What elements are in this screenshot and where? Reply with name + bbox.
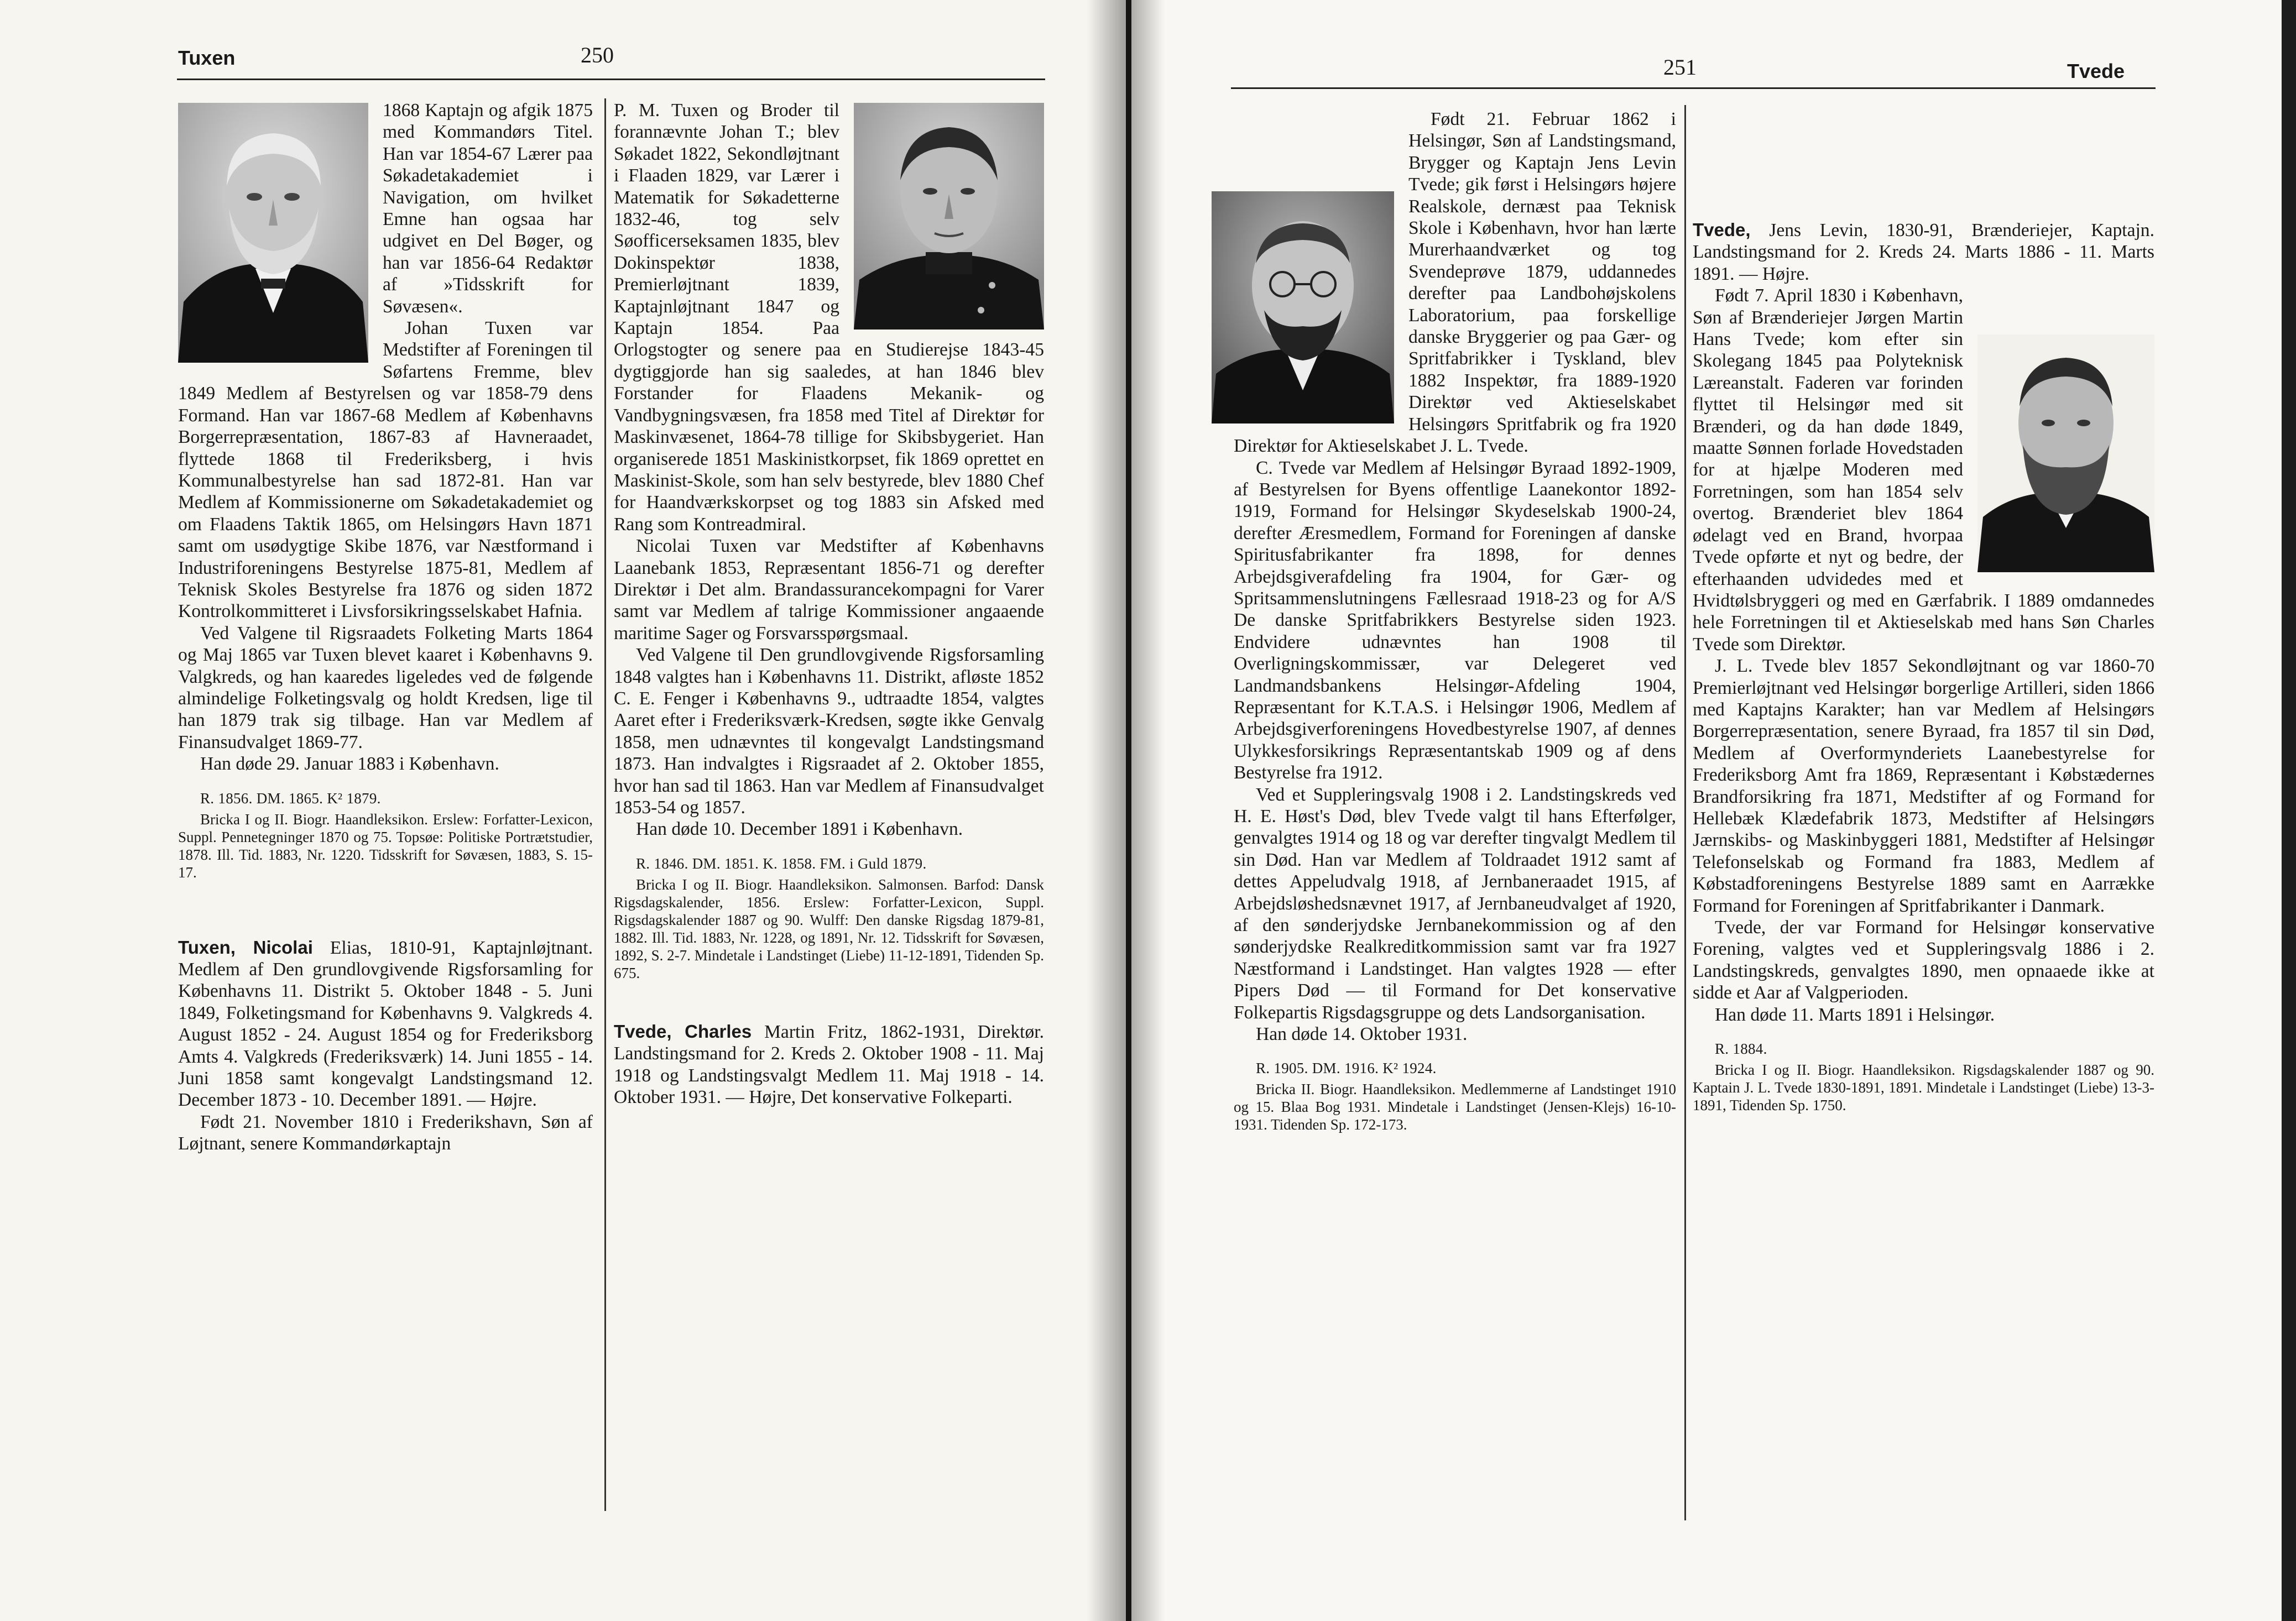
bibliography: Bricka I og II. Biogr. Haandleksikon. Erslew: Forfatter-Lexicon, Suppl. Pennetegninger 1870 og 75. Topsøe: Politiske Portrætstudier, 1878. Ill. Tid. 1883, Nr. 1220. Tidsskrift for Søvæsen, 1883, S. 15-17. [178,810,593,881]
bibliography: Bricka I og II. Biogr. Haandleksikon. Rigsdagskalender 1887 og 90. Kaptain J. L. Tvede 1830-1891, 1891. Mindetale i Landstinget (Liebe) 13-3-1891, Tidenden Sp. 1750. [1693,1062,2154,1114]
portrait-nicolai-tuxen [854,103,1044,330]
bibliography: Bricka I og II. Biogr. Haandleksikon. Salmonsen. Barfod: Dansk Rigsdagskalender, 1856. Erslew: Forfatter-Lexicon, Suppl. Rigsdagskalender 1887 og 90. Wulff: Den danske Rigsdag 1879-81, 1882. Ill. Tid. 1883, Nr. 1228, og 1891, Nr. 12. Tidsskrift for Søvæsen, 1892, S. 2-7. Mindetale i Landstinget (Liebe) 11-12-1891, Tidenden Sp. 675. [614,876,1044,981]
header-rule [177,79,1045,80]
right-col-1: Født 21. Februar 1862 i Helsingør, Søn af Landstingsmand, Brygger og Kaptajn Jens Levin Tvede; gik først i Helsingørs højere Realskole, dernæst paa Teknisk Skole i København, hvor han lærte Murerhaandværket og tog Svendeprøve 1879, uddannedes derefter paa Landbohøjskolens Laboratorium, paa forskellige danske Bryggerier og paa Gær- og Spritfabrikker i Tyskland, blev 1882 Inspektør, fra 1889-1920 Direktør ved Aktieselskabet Helsingørs Spritfabrik og fra 1920 Direktør for Aktieselskabet J. L. Tvede. C. Tvede var Medlem af Helsingør Byraad 1892-1909, af Bestyrelsen for Byens offentlige Laanekontor 1892-1919, Formand for Helsingør Skydeselskab 1900-24, derefter Æresmedlem, Formand for Foreningen af danske Spiritusfabrikanter fra 1898, for dennes Arbejdsgiverafdeling fra 1904, for Gær- og Spritsammenslutningens Fællesraad 1918-23 og for A/S De danske Spritfabrikkers Bestyrelse siden 1923. Endvidere udnævntes han 1908 til Overligningskommissær, var Delegeret ved Landmandsbankens Helsingør-Afdeling 1904, Repræsentant for K.T.A.S. i Helsingør 1906, Medlem af Arbejdsgiverforeningens Hovedbestyrelse 1907, af dennes Ulykkesforsikrings Repræsentantskab 1909 og af dens Bestyrelse fra 1912. Ved et Suppleringsvalg 1908 i 2. Landstingskreds ved H. E. Høst's Død, blev Tvede valgt til hans Efterfølger, genvalgtes 1914 og 18 og var derefter tingvalgt Medlem til sin Død. Han var Medlem af Toldraadet 1912 samt af dettes Appeludvalg 1918, af Jernbaneraadet 1915, af Arbejdsløshedsnævnet 1917, af Jernbaneudvalget af 1920, af den sønderjydske Jernbanekommission og af den sønderjydske Realkreditkommission samt var fra 1927 Næstformand i Landstinget. Han valgtes 1928 — efter Pipers Død — til Formand for Det konservative Folkepartis Rigsdagsgruppe og dets Landsorganisation. Han døde 14. Oktober 1931. R. 1905. DM. 1916. K² 1924. Bricka II. Biogr. Haandleksikon. Medlemmerne af Landstinget 1910 og 15. Blaa Bog 1931. Mindetale i Landstinget (Jensen-Klejs) 16-10-1931. Tidenden Sp. 172-173. [1234,108,1676,1133]
entry-tuxen-nicolai: Tuxen, Nicolai Elias, 1810-91, Kaptajnløjtnant. Medlem af Den grundlovgivende Rigsforsamling for Københavns 11. Distrikt 5. Oktober 1848 - 5. Juni 1849, Folketingsmand for Københavns 9. Valgkreds 4. August 1852 - 24. August 1854 og for Frederiksborg Amts 4. Valgkreds (Frederiksværk) 14. Juni 1855 - 14. Juni 1858 samt kongevalgt Landstingsmand 12. December 1873 - 10. December 1891. — Højre. [178,937,593,1111]
right-page [1131,0,2296,1621]
decorations-line: R. 1856. DM. 1865. K² 1879. [200,789,381,807]
column-rule [604,98,606,1511]
paragraph: Han døde 14. Oktober 1931. [1256,1024,1468,1045]
left-col-2: P. M. Tuxen og Broder til forannævnte Johan T.; blev Søkadet 1822, Sekondløjtnant i Flaaden 1829, var Lærer i Matematik for Søkadetterne 1832-46, tog selv Søofficerseksamen 1835, blev Dokinspektør 1838, Premierløjtnant 1839, Kaptajnløjtnant 1847 og Kaptajn 1854. Paa Orlogstogter og senere paa en Studierejse 1843-45 dygtiggjorde han sig saaledes, at han 1846 blev Forstander for Flaadens Mekanik- og Vandbygningsvæsen, fra 1858 med Titel af Direktør for Maskinvæsenet, 1864-78 tillige for Skibsbygeriet. Han organiserede 1851 Maskinistkorpset, fik 1869 oprettet en Maskinist-Skole, som han selv bestyrede, blev 1880 Chef for Haandværkskorpset og tog 1883 sin Afsked med Rang som Kontreadmiral. Nicolai Tuxen var Medstifter af Københavns Laanebank 1853, Repræsentant 1856-71 og derefter Direktør i Det alm. Brandassurancekompagni for Varer samt var Medlem af talrige Kommissioner angaaende maritime Sager og Forsvarsspørgsmaal. Ved Valgene til Den grundlovgivende Rigsforsamling 1848 valgtes han i Københavns 11. Distrikt, afløste 1852 C. E. Fenger i Københavns 9., udtraadte 1854, valgtes Aaret efter i Frederiksværk-Kredsen, søgte ikke Genvalg 1858, men udnævntes til kongevalgt Landstingsmand 1873. Han indvalgtes i Rigsraadet af 2. Oktober 1855, hvor han sad til 1863. Han var Medlem af Finansudvalget 1853-54 og 1857. Han døde 10. December 1891 i København. R. 1846. DM. 1851. K. 1858. FM. i Guld 1879. Bricka I og II. Biogr. Haandleksikon. Salmonsen. Barfod: Dansk Rigsdagskalender, 1856. Erslew: Forfatter-Lexicon, Suppl. Rigsdagskalender 1887 og 90. Wulff: Den danske Rigsdag 1879-81, 1882. Ill. Tid. 1883, Nr. 1228, og 1891, Nr. 12. Tidsskrift for Søvæsen, 1892, S. 2-7. Mindetale i Landstinget (Liebe) 11-12-1891, Tidenden Sp. 675. Tvede, Charles Martin Fritz, 1862-1931, Direktør. Landstingsmand for 2. Kreds 2. Oktober 1908 - 11. Maj 1918 og Landstingsvalgt Medlem 11. Maj 1918 - 14. Oktober 1931. — Højre, Det konservative Folkeparti. [614,100,1044,1108]
paragraph: Ved Valgene til Den grundlovgivende Rigsforsamling 1848 valgtes han i Københavns 11. Distrikt, afløste 1852 C. E. Fenger i Københavns 9., udtraadte 1854, valgtes Aaret efter i Frederiksværk-Kredsen, søgte ikke Genvalg 1858, men udnævntes til kongevalgt Landstingsmand 1873. Han indvalgtes i Rigsraadet af 2. Oktober 1855, hvor han sad til 1863. Han var Medlem af Finansudvalget 1853-54 og 1857. [614,645,1044,818]
entry-name: Tvede, Charles [614,1021,752,1042]
portrait-johan-tuxen [178,103,368,363]
page-number-right: 251 [1663,55,1697,80]
running-head-right: Tvede [2067,60,2125,82]
paragraph: Født 21. November 1810 i Frederikshavn, Søn af Løjtnant, senere Kommandørkaptajn [178,1111,593,1154]
paragraph: J. L. Tvede blev 1857 Sekondløjtnant og var 1860-70 Premierløjtnant ved Helsingør borgerlige Artilleri, siden 1866 med Kaptajns Karakter; han var Medlem af Helsingørs Borgerrepræsentation, senere Byraad, fra 1857 til sin Død, Medlem af Overformynderiets Laanebestyrelse for Frederiksborg Amt fra 1869, Repræsentant i Købstædernes Brandforsikring fra 1871, Medstifter af og Formand for Hellebæk Klædefabrik 1873, Medstifter af Helsingørs Jærnskibs- og Maskinbyggeri 1881, Medstifter af Helsingør Telefonselskab og Formand fra 1883, Medlem af Købstadforeningens Bestyrelse 1889 samt en Aarrække Formand for Foreningen af Spritfabrikanter i Danmark. [1693,656,2154,916]
decorations-line: R. 1905. DM. 1916. K² 1924. [1256,1060,1437,1077]
bibliography: Bricka II. Biogr. Haandleksikon. Medlemmerne af Landstinget 1910 og 15. Blaa Bog 1931. Mindetale i Landstinget (Jensen-Klejs) 16-10-1931. Tidenden Sp. 172-173. [1234,1081,1676,1133]
entry-name: Tvede, [1693,219,1751,240]
column-rule [1684,105,1686,1520]
page-number-left: 250 [581,43,614,67]
paragraph: Han døde 10. December 1891 i København. [636,819,963,840]
paragraph: Nicolai Tuxen var Medstifter af Københavns Laanebank 1853, Repræsentant 1856-71 og derefter Direktør i Det alm. Brandassurancekompagni for Varer samt var Medlem af talrige Kommissioner angaaende maritime Sager og Forsvarsspørgsmaal. [614,536,1044,644]
paragraph: Johan Tuxen var Medstifter af Foreningen til Søfartens Fremme, blev 1849 Medlem af Bestyrelsen og var 1858-79 dens Formand. Han var 1867-68 Medlem af Københavns Borgerrepræsentation, 1867-83 af Havneraadet, flyttede 1868 til Frederiksberg, i hvis Kommunalbestyrelse han sad 1872-81. Han var Medlem af Kommissionerne om Søkadetakademiet og om Flaadens Taktik 1865, om Helsingørs Havn 1871 samt om usødygtige Skibe 1876, var Næstformand i Industriforeningens Bestyrelse 1875-81, Medlem af Teknisk Skoles Bestyrelse fra 1876 og siden 1872 Kontrolkommitteret i Livsforsikringsselskabet Hafnia. [178,318,593,622]
gutter-shadow [1131,0,1165,1621]
gutter-shadow [1087,0,1126,1621]
right-col-2: Tvede, Jens Levin, 1830-91, Brænderiejer, Kaptajn. Landstingsmand for 2. Kreds 24. Marts 1886 - 11. Marts 1891. — Højre. Født 7. April 1830 i København, Søn af Brænderiejer Jørgen Martin Hans Tvede; kom efter sin Skolegang 1845 paa Polyteknisk Læreanstalt. Faderen var forinden flyttet til Helsingør med sit Brænderi, og da han døde 1849, maatte Sønnen forlade Hovedstaden for at hjælpe Moderen med Forretningen, som han 1854 selv overtog. Brænderiet blev 1864 ødelagt ved en Brand, hvorpaa Tvede opførte et nyt og bedre, der efterhaanden udvidedes med et Hvidtølsbryggeri og med en Gærfabrik. I 1889 omdannedes hele Forretningen til et Aktieselskab med hans Søn Charles Tvede som Direktør. J. L. Tvede blev 1857 Sekondløjtnant og var 1860-70 Premierløjtnant ved Helsingør borgerlige Artilleri, siden 1866 med Kaptajns Karakter; han var Medlem af Helsingørs Borgerrepræsentation, senere Byraad, fra 1857 til sin Død, Medlem af Overformynderiets Laanebestyrelse for Frederiksborg Amt fra 1869, Repræsentant i Købstædernes Brandforsikring fra 1871, Medstifter af og Formand for Hellebæk Klædefabrik 1873, Medstifter af Helsingørs Jærnskibs- og Maskinbyggeri 1881, Medstifter af Helsingør Telefonselskab og Formand fra 1883, Medlem af Købstadforeningens Bestyrelse 1889 samt en Aarrække Formand for Foreningen af Spritfabrikanter i Danmark. Tvede, der var Formand for Helsingør konservative Forening, valgtes ved et Suppleringsvalg 1886 i 2. Landstingskreds, genvalgtes 1890, men opnaaede ikke at sidde et Aar af Valgperioden. Han døde 11. Marts 1891 i Helsingør. R. 1884. Bricka I og II. Biogr. Haandleksikon. Rigsdagskalender 1887 og 90. Kaptain J. L. Tvede 1830-1891, 1891. Mindetale i Landstinget (Liebe) 13-3-1891, Tidenden Sp. 1750. [1693,219,2154,1114]
left-page [0,0,1126,1621]
entry-tvede-charles: Tvede, Charles Martin Fritz, 1862-1931, Direktør. Landstingsmand for 2. Kreds 2. Oktober 1908 - 11. Maj 1918 og Landstingsvalgt Medlem 11. Maj 1918 - 14. Oktober 1931. — Højre, Det konservative Folkeparti. [614,1021,1044,1108]
entry-tvede-jens-levin: Tvede, Jens Levin, 1830-91, Brænderiejer, Kaptajn. Landstingsmand for 2. Kreds 24. Marts 1886 - 11. Marts 1891. — Højre. [1693,219,2154,284]
left-col-1: 1868 Kaptajn og afgik 1875 med Kommandørs Titel. Han var 1854-67 Lærer paa Søkadetakademiet i Navigation, om hvilket Emne han ogsaa har udgivet en Del Bøger, og han var 1856-64 Redaktør af »Tidsskrift for Søvæsen«. Johan Tuxen var Medstifter af Foreningen til Søfartens Fremme, blev 1849 Medlem af Bestyrelsen og var 1858-79 dens Formand. Han var 1867-68 Medlem af Københavns Borgerrepræsentation, 1867-83 af Havneraadet, flyttede 1868 til Frederiksberg, i hvis Kommunalbestyrelse han sad 1872-81. Han var Medlem af Kommissionerne om Søkadetakademiet og om Flaadens Taktik 1865, om Helsingørs Havn 1871 samt om usødygtige Skibe 1876, var Næstformand i Industriforeningens Bestyrelse 1875-81, Medlem af Teknisk Skoles Bestyrelse fra 1876 og siden 1872 Kontrolkommitteret i Livsforsikringsselskabet Hafnia. Ved Valgene til Rigsraadets Folketing Marts 1864 og Maj 1865 var Tuxen blevet kaaret i Københavns 9. Valgkreds, og han kaaredes ligeledes ved de følgende almindelige Folketingsvalg og holdt Kredsen, lige til han 1879 trak sig tilbage. Han var Medlem af Finansudvalget 1869-77. Han døde 29. Januar 1883 i København. R. 1856. DM. 1865. K² 1879. Bricka I og II. Biogr. Haandleksikon. Erslew: Forfatter-Lexicon, Suppl. Pennetegninger 1870 og 75. Topsøe: Politiske Portrætstudier, 1878. Ill. Tid. 1883, Nr. 1220. Tidsskrift for Søvæsen, 1883, S. 15-17. Tuxen, Nicolai Elias, 1810-91, Kaptajnløjtnant. Medlem af Den grundlovgivende Rigsforsamling for Københavns 11. Distrikt 5. Oktober 1848 - 5. Juni 1849, Folketingsmand for Københavns 9. Valgkreds 4. August 1852 - 24. August 1854 og for Frederiksborg Amts 4. Valgkreds (Frederiksværk) 14. Juni 1855 - 14. Juni 1858 samt kongevalgt Landstingsmand 12. December 1873 - 10. December 1891. — Højre. Født 21. November 1810 i Frederikshavn, Søn af Løjtnant, senere Kommandørkaptajn [178,100,593,1154]
decorations-line: R. 1846. DM. 1851. K. 1858. FM. i Guld 1879. [636,855,927,872]
paragraph: Han døde 11. Marts 1891 i Helsingør. [1715,1004,1995,1025]
entry-name: Tuxen, Nicolai [178,937,313,958]
paragraph: Tvede, der var Formand for Helsingør konservative Forening, valgtes ved et Suppleringsvalg 1886 i 2. Landstingskreds, genvalgtes 1890, men opnaaede ikke at sidde et Aar af Valgperioden. [1693,917,2154,1003]
paragraph: Han døde 29. Januar 1883 i København. [200,754,499,775]
decorations-line: R. 1884. [1715,1040,1767,1058]
portrait-jens-levin-tvede [1977,334,2154,572]
page-edge [2282,0,2296,1621]
paragraph: C. Tvede var Medlem af Helsingør Byraad 1892-1909, af Bestyrelsen for Byens offentlige Laanekontor 1892-1919, Formand for Helsingør Skydeselskab 1900-24, derefter Æresmedlem, Formand for Foreningen af danske Spiritusfabrikanter fra 1898, for dennes Arbejdsgiverafdeling fra 1904, for Gær- og Spritsammenslutningens Fællesraad 1918-23 og for A/S De danske Spritfabrikkers Bestyrelse siden 1923. Endvidere udnævntes han 1908 til Overligningskommissær, var Delegeret ved Landmandsbankens Helsingør-Afdeling 1904, Repræsentant for K.T.A.S. i Helsingør 1906, Medlem af Arbejdsgiverforeningens Hovedbestyrelse 1907, af dennes Ulykkesforsikrings Repræsentantskab 1909 og af dens Bestyrelse fra 1912. [1234,457,1676,783]
paragraph: Ved Valgene til Rigsraadets Folketing Marts 1864 og Maj 1865 var Tuxen blevet kaaret i Københavns 9. Valgkreds, og han kaaredes ligeledes ved de følgende almindelige Folketingsvalg og holdt Kredsen, lige til han 1879 trak sig tilbage. Han var Medlem af Finansudvalget 1869-77. [178,623,593,752]
running-head-left: Tuxen [178,46,236,69]
header-rule [1231,87,2156,89]
paragraph: Ved et Suppleringsvalg 1908 i 2. Landstingskreds ved H. E. Høst's Død, blev Tvede valgt til hans Efterfølger, genvalgtes 1914 og 18 og var derefter tingvalgt Medlem til sin Død. Han var Medlem af Toldraadet 1912 samt af dettes Appeludvalg 1918, af Jernbaneraadet 1915, af Arbejdsløshedsnævnet 1917, af Jernbaneudvalget af 1920, af den sønderjydske Jernbanekommission og af den sønderjydske Realkreditkommission samt var fra 1927 Næstformand i Landstinget. Han valgtes 1928 — efter Pipers Død — til Formand for Det konservative Folkepartis Rigsdagsgruppe og dets Landsorganisation. [1234,784,1676,1023]
portrait-charles-tvede [1212,191,1394,423]
